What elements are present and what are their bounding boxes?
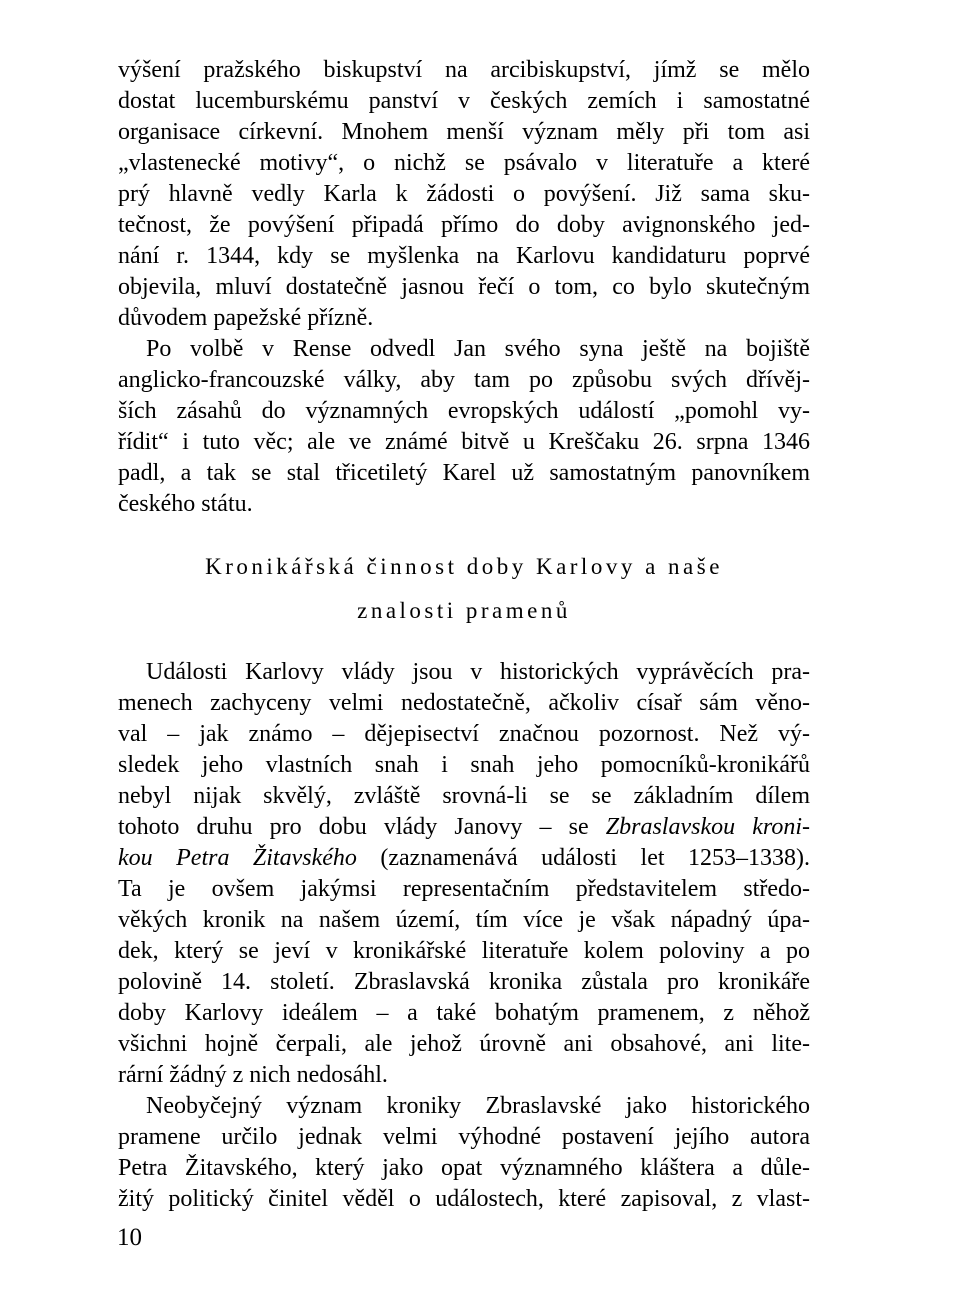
page-number: 10 (117, 1224, 142, 1251)
text-line: rární žádný z nich nedosáhl. (118, 1062, 388, 1088)
text-line: menech zachyceny velmi nedostatečně, ačkoliv císař sám věno- (118, 690, 810, 716)
text-line: polovině 14. století. Zbraslavská kronika zůstala pro kronikáře (118, 969, 810, 995)
text-line: Po volbě v Rense odvedl Jan svého syna ještě na bojiště (146, 336, 810, 362)
text-line: sledek jeho vlastních snah i snah jeho pomocníků-kronikářů (118, 752, 810, 778)
text-line: dek, který se jeví v kronikářské literatuře kolem poloviny a po (118, 938, 810, 964)
section-heading-line-2: znalosti pramenů (357, 598, 571, 623)
book-title-italic: Zbraslavskou kroni- (605, 814, 810, 840)
text-line: ších zásahů do významných evropských událostí „pomohl vy- (118, 398, 810, 424)
text-run: (zaznamenává události let 1253–1338). (356, 845, 811, 871)
text-line: doby Karlovy ideálem – a také bohatým pramenem, z něhož (118, 1000, 810, 1026)
book-title-italic: kou Petra Žitavského (118, 845, 357, 871)
text-line: nebyl nijak skvělý, zvláště srovná-li se se základním dílem (118, 783, 810, 809)
text-line: Události Karlovy vlády jsou v historických vyprávěcích pra- (146, 659, 810, 685)
text-line: žitý politický činitel věděl o událostech, které zapisoval, z vlast- (118, 1186, 810, 1212)
text-line: pramene určilo jednak velmi výhodné postavení jejího autora (118, 1124, 810, 1150)
text-line: organisace církevní. Mnohem menší význam měly při tom asi (118, 119, 810, 145)
text-line: Ta je ovšem jakýmsi representačním představitelem středo- (118, 876, 810, 902)
text-run: tohoto druhu pro dobu vlády Janovy – se (118, 814, 606, 840)
text-line: Petra Žitavského, který jako opat významného kláštera a důle- (118, 1155, 810, 1181)
text-line: výšení pražského biskupství na arcibiskupství, jímž se mělo (118, 57, 810, 83)
text-line (118, 843, 810, 873)
text-line: objevila, mluví dostatečně jasnou řečí o tom, co bylo skutečným (118, 274, 810, 300)
text-line: tečnost, že povýšení připadá přímo do doby avignonského jed- (118, 212, 810, 238)
text-line: prý hlavně vedly Karla k žádosti o povýšení. Již sama sku- (118, 181, 810, 207)
text-line: všichni hojně čerpali, ale jehož úrovně ani obsahové, ani lite- (118, 1031, 810, 1057)
text-line: padl, a tak se stal třicetiletý Karel už samostatným panovníkem (118, 460, 810, 486)
text-line: „vlastenecké motivy“, o nichž se psávalo v literatuře a které (118, 150, 810, 176)
text-line: věkých kronik na našem území, tím více je však nápadný úpa- (118, 907, 810, 933)
text-line (118, 812, 810, 842)
text-line: českého státu. (118, 491, 253, 517)
text-line: Neobyčejný význam kroniky Zbraslavské jako historického (146, 1093, 810, 1119)
text-line: anglicko-francouzské války, aby tam po způsobu svých dřívěj- (118, 367, 810, 393)
text-line: nání r. 1344, kdy se myšlenka na Karlovu kandidaturu poprvé (118, 243, 810, 269)
section-heading-line-1: Kronikářská činnost doby Karlovy a naše (205, 554, 723, 579)
text-line: val – jak známo – dějepisectví značnou pozornost. Než vý- (118, 721, 810, 747)
text-line: dostat lucemburskému panství v českých zemích i samostatné (118, 88, 810, 114)
text-line: řídit“ i tuto věc; ale ve známé bitvě u Kreščaku 26. srpna 1346 (118, 429, 810, 455)
text-line: důvodem papežské přízně. (118, 305, 374, 331)
